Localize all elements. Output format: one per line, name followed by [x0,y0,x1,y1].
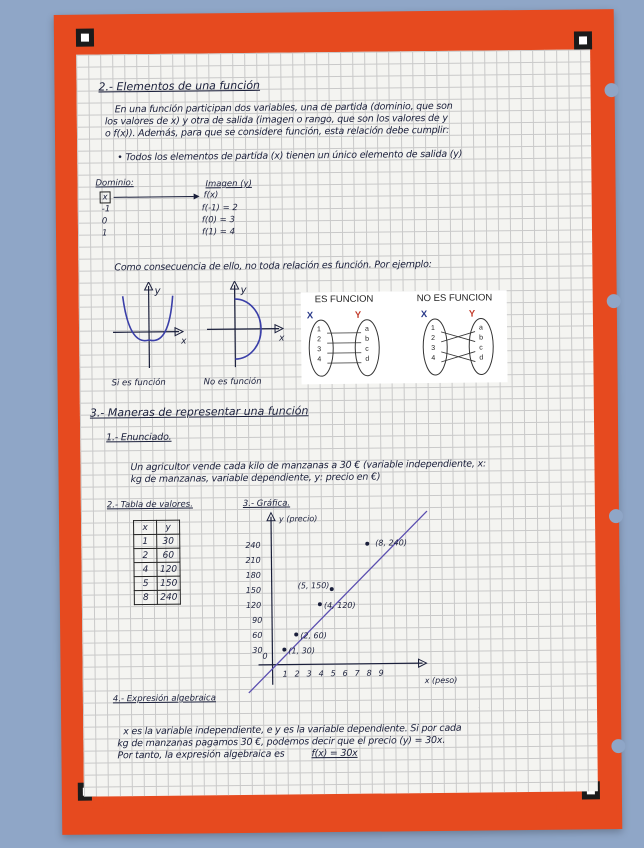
section-2-text-line: o f(x)). Además, para que se considere función, esta relación debe cumplir: [104,124,450,140]
point-label: (8, 240) [375,538,408,548]
x-tick-label: 1 [282,669,288,679]
map-number: 3 [431,344,436,353]
graph1-caption: Si es función [111,377,166,389]
tabla-title: 2.- Tabla de valores. [106,499,193,511]
orange-square-icon [556,798,568,810]
graph2-caption: No es función [203,376,262,388]
map-number: 1 [430,324,435,333]
grid-paper [76,49,598,796]
map-y-label: Y [468,308,476,320]
table-row [134,576,180,590]
grafica-title: 3.- Gráfica. [242,498,291,510]
binder-hole-icon [609,509,623,523]
expresion-title: 4.- Expresión algebraica [112,693,216,705]
table-row [134,562,180,576]
table-cell: 30 [157,534,180,548]
svg-text:y: y [154,285,161,297]
price-graph [231,507,463,699]
function-rule-bullet: • Todos los elementos de partida (x) tienen un único elemento de salida (y) [117,148,463,164]
y-tick-label: 240 [245,540,261,550]
enunciado-title: 1.- Enunciado. [106,431,172,444]
map-title-es-funcion: ES FUNCION [314,293,374,306]
table-cell: 240 [157,590,180,604]
image-value: f(-1) = 2 [201,203,238,214]
orange-square-icon [92,796,104,808]
x-tick-label: 5 [330,669,336,679]
x-tick-label: 8 [366,668,372,678]
svg-text:x: x [279,333,285,344]
table-row [134,548,180,562]
imagen-label: Imagen (y) [205,178,252,190]
y-tick-label: 90 [252,615,263,625]
map-x-label: X [306,310,314,322]
table-row [134,534,180,548]
map-letter: c [365,345,369,353]
x-tick-label: 3 [306,669,312,679]
map-letter: d [479,354,484,362]
x-axis-label: x (peso) [424,675,458,686]
table-cell: 4 [134,562,157,576]
svg-text:y: y [240,284,247,297]
y-tick-label: 120 [245,600,262,610]
table-cell: 150 [157,576,180,590]
map-letter: a [364,325,369,333]
svg-text:x: x [181,336,187,347]
mapping-arrow-icon [112,191,202,202]
map-letter: d [365,355,370,363]
dominio-label: Dominio: [95,178,134,189]
map-number: 3 [317,346,322,354]
map-x-label: X [420,309,428,321]
table-cell: 5 [134,576,157,590]
point-label: (2, 60) [300,631,327,641]
map-letter: b [365,335,370,343]
consequence-text: Como consecuencia de ello, no toda relación es función. Por ejemplo: [114,259,432,274]
table-cell: 8 [134,590,157,604]
non-function-graph-circle [205,281,290,372]
image-value: f(1) = 4 [201,227,236,238]
domain-x-box: x [100,191,111,203]
section-2-text-line: los valores de x) y otra de salida (imagen o rango, que son los valores de y [104,112,448,128]
corner-marker-icon [76,29,94,47]
function-graph-parabola [109,282,190,373]
map-title-no-es-funcion: NO ES FUNCION [416,292,493,305]
domain-value: 0 [101,216,108,227]
domain-value: -1 [101,204,111,215]
image-value: f(0) = 3 [201,215,235,226]
map-letter: b [479,334,484,342]
table-cell: 2 [134,548,157,562]
values-table [133,520,181,605]
map-y-label: Y [354,309,362,321]
x-tick-label: 2 [294,669,300,679]
map-number: 2 [317,336,322,344]
binder-hole-icon [607,294,621,308]
domain-value: 1 [101,228,108,239]
binder-hole-icon [611,739,625,753]
map-number: 2 [431,334,436,343]
notebook-sheet [54,9,623,835]
table-row [134,590,180,604]
formula: f(x) = 30x [311,747,358,760]
origin-label: 0 [262,651,268,661]
point-label: (1, 30) [288,646,316,656]
y-tick-label: 150 [245,585,262,595]
expresion-text-line: x es la variable independiente, e y es la variable dependiente. Si por cada [123,722,462,738]
y-axis-label: y (precio) [278,514,318,524]
x-tick-label: 4 [318,669,324,679]
section-2-title: 2.- Elementos de una función [98,78,261,94]
map-number: 4 [431,354,436,363]
x-tick-label: 6 [342,668,348,678]
table-cell: 60 [157,548,180,562]
point-label: (5, 150) [297,581,330,591]
corner-marker-icon [574,31,592,49]
y-tick-label: 30 [252,645,263,655]
enunciado-text-line: Un agricultor vende cada kilo de manzanas a 30 € (variable independiente, x: [130,458,487,474]
enunciado-text-line: kg de manzanas, variable dependiente, y: precio en €) [130,471,381,486]
mapping-arrows [301,290,508,384]
table-header-cell: x [134,520,157,534]
image-fx: f(x) [203,190,219,201]
y-tick-label: 180 [245,570,261,580]
map-letter: c [479,344,483,352]
binder-hole-icon [604,83,618,97]
table-cell: 1 [134,534,157,548]
expresion-text-line: kg de manzanas pagamos 30 €, podemos decir que el precio (y) = 30x. [117,734,446,750]
x-tick-label: 7 [354,668,360,678]
table-header-cell: y [157,520,180,534]
expresion-text-line: Por tanto, la expresión algebraica es [117,748,285,762]
table-cell: 120 [157,562,180,576]
point-label: (4, 120) [323,600,356,611]
x-tick-label: 9 [378,668,384,678]
section-3-title: 3.- Maneras de representar una función [89,404,309,420]
map-number: 1 [316,326,321,334]
y-tick-label: 60 [252,630,263,640]
section-2-text-line: En una función participan dos variables, una de partida (dominio, que son [114,100,453,116]
table-header-row [134,520,180,534]
map-number: 4 [317,356,322,364]
map-letter: a [478,324,483,332]
mapping-diagram [301,290,508,384]
y-tick-label: 210 [245,555,261,565]
